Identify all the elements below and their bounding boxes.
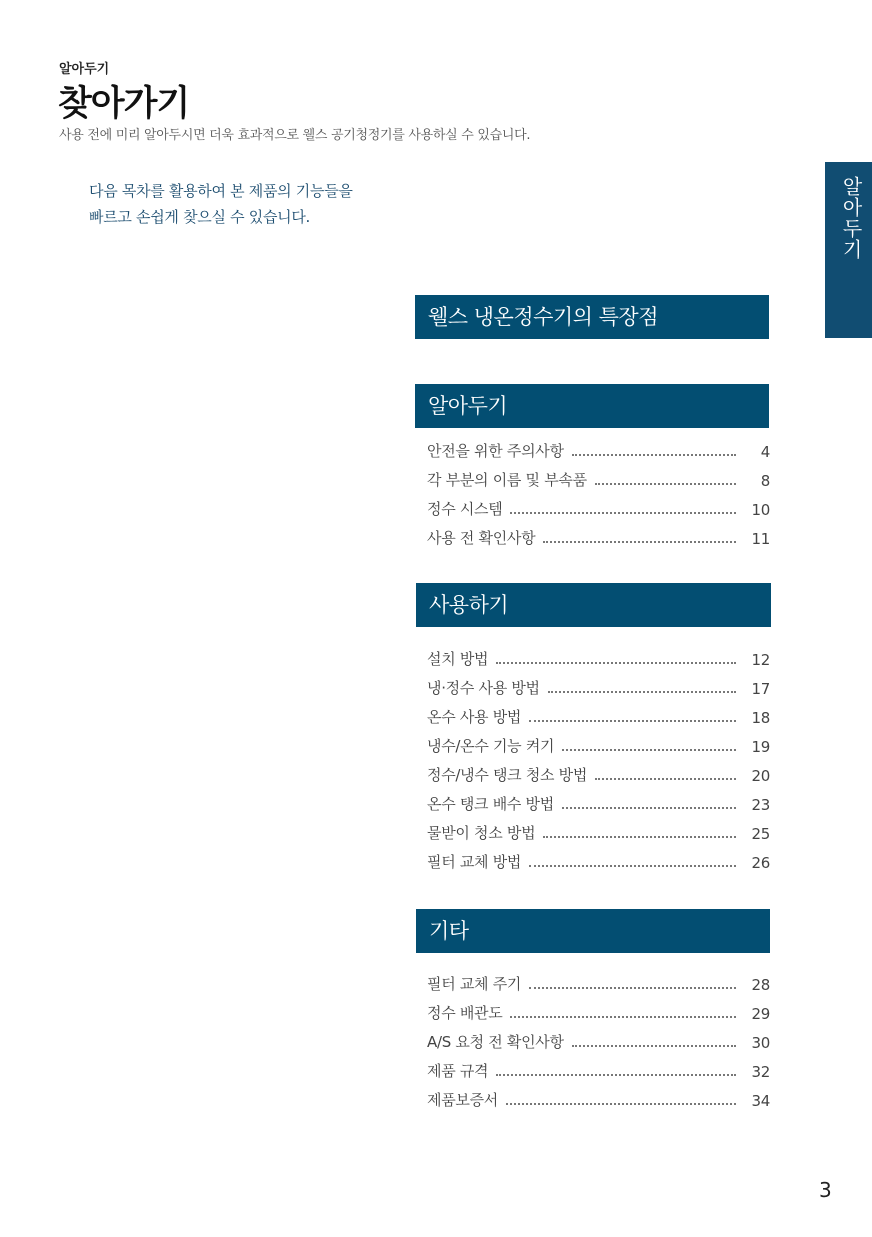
toc-entry-page: 20 (751, 767, 770, 785)
dot-leader (510, 1016, 736, 1018)
toc-list-know (427, 432, 770, 548)
toc-entry[interactable] (427, 1023, 770, 1052)
toc-entry-page: 28 (751, 976, 770, 994)
toc-entry-page: 18 (751, 709, 770, 727)
dot-leader (510, 512, 736, 514)
toc-entry[interactable] (427, 727, 770, 756)
dot-leader (529, 865, 736, 867)
toc-entry[interactable] (427, 640, 770, 669)
toc-entry-label: 제품보증서 (427, 1091, 498, 1109)
toc-entry-label: 안전을 위한 주의사항 (427, 442, 564, 460)
toc-entry[interactable] (427, 756, 770, 785)
page-subtitle: 사용 전에 미리 알아두시면 더욱 효과적으로 웰스 공기청정기를 사용하실 수 있습니다. (59, 128, 531, 143)
toc-entry-label: 온수 탱크 배수 방법 (427, 795, 554, 813)
toc-entry[interactable] (427, 698, 770, 727)
dot-leader (496, 662, 736, 664)
page-number: 3 (819, 1178, 832, 1202)
toc-entry[interactable] (427, 519, 770, 548)
toc-entry-label: 각 부분의 이름 및 부속품 (427, 471, 587, 489)
toc-entry-label: 제품 규격 (427, 1062, 489, 1080)
toc-entry-label: 정수 배관도 (427, 1004, 503, 1022)
toc-entry[interactable] (427, 1081, 770, 1110)
side-tab[interactable] (825, 162, 872, 338)
toc-entry-page: 4 (760, 443, 770, 461)
dot-leader (572, 1045, 736, 1047)
toc-entry[interactable] (427, 432, 770, 461)
dot-leader (529, 720, 736, 722)
dot-leader (496, 1074, 736, 1076)
dot-leader (595, 483, 736, 485)
toc-entry[interactable] (427, 843, 770, 872)
toc-entry-page: 30 (751, 1034, 770, 1052)
intro-text (89, 178, 353, 230)
toc-entry[interactable] (427, 814, 770, 843)
toc-entry-page: 32 (751, 1063, 770, 1081)
toc-entry-label: 설치 방법 (427, 650, 489, 668)
toc-entry[interactable] (427, 461, 770, 490)
page-title: 찾아가기 (58, 84, 190, 124)
dot-leader (543, 541, 736, 543)
toc-entry[interactable] (427, 965, 770, 994)
toc-entry-label: 냉·정수 사용 방법 (427, 679, 540, 697)
dot-leader (529, 987, 736, 989)
dot-leader (572, 454, 736, 456)
toc-entry-label: 필터 교체 방법 (427, 853, 522, 871)
section-kicker: 알아두기 (59, 62, 110, 77)
toc-entry-page: 11 (751, 530, 770, 548)
dot-leader (595, 778, 736, 780)
side-tab-label: 알아두기 (839, 176, 863, 260)
intro-line: 다음 목차를 활용하여 본 제품의 기능들을 (89, 182, 353, 200)
toc-entry-label: 필터 교체 주기 (427, 975, 522, 993)
toc-entry[interactable] (427, 490, 770, 519)
toc-entry-page: 10 (751, 501, 770, 519)
toc-entry-page: 26 (751, 854, 770, 872)
toc-entry-label: A/S 요청 전 확인사항 (427, 1033, 564, 1051)
toc-entry-page: 23 (751, 796, 770, 814)
section-header-features[interactable]: 웰스 냉온정수기의 특장점 (415, 295, 769, 339)
toc-entry-label: 물받이 청소 방법 (427, 824, 536, 842)
dot-leader (543, 836, 736, 838)
dot-leader (562, 749, 736, 751)
toc-entry[interactable] (427, 1052, 770, 1081)
toc-entry-page: 25 (751, 825, 770, 843)
toc-entry[interactable] (427, 785, 770, 814)
toc-entry-label: 온수 사용 방법 (427, 708, 522, 726)
toc-entry-page: 8 (760, 472, 770, 490)
toc-entry[interactable] (427, 994, 770, 1023)
section-header-use[interactable]: 사용하기 (416, 583, 771, 627)
dot-leader (548, 691, 736, 693)
intro-line: 빠르고 손쉽게 찾으실 수 있습니다. (89, 208, 311, 226)
section-header-know[interactable]: 알아두기 (415, 384, 769, 428)
toc-entry-page: 19 (751, 738, 770, 756)
toc-entry-label: 사용 전 확인사항 (427, 529, 536, 547)
toc-list-use (427, 640, 770, 872)
toc-entry-label: 정수 시스템 (427, 500, 503, 518)
toc-entry-label: 정수/냉수 탱크 청소 방법 (427, 766, 588, 784)
dot-leader (562, 807, 736, 809)
section-header-etc[interactable]: 기타 (416, 909, 770, 953)
toc-entry[interactable] (427, 669, 770, 698)
toc-list-etc (427, 965, 770, 1110)
toc-entry-page: 12 (751, 651, 770, 669)
dot-leader (506, 1103, 736, 1105)
toc-entry-page: 34 (751, 1092, 770, 1110)
toc-entry-page: 17 (751, 680, 770, 698)
toc-entry-label: 냉수/온수 기능 켜기 (427, 737, 555, 755)
toc-entry-page: 29 (751, 1005, 770, 1023)
